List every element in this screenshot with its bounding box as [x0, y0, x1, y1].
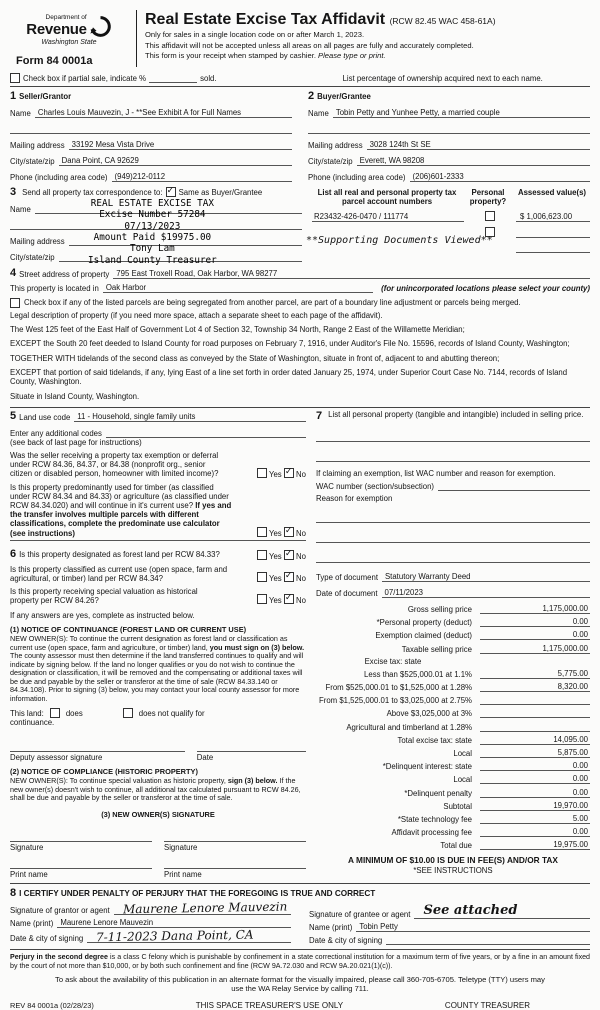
section1-title: Seller/Grantor — [19, 92, 72, 101]
reason-field-2[interactable] — [316, 532, 590, 543]
s6q3-yes-checkbox[interactable] — [257, 594, 267, 604]
s5q1-no-checkbox[interactable] — [284, 468, 294, 478]
excise-tax-state-header: Excise tax: state — [364, 656, 422, 666]
left-column — [10, 410, 306, 879]
header-rule — [10, 86, 590, 87]
grantor-date-label: Date & city of signing — [10, 933, 84, 943]
does-label: does — [65, 708, 83, 718]
does-not-label: does not qualify for — [138, 708, 205, 718]
personal-property-field-2[interactable] — [316, 451, 590, 462]
seller-phone-field[interactable]: (949)212-0112 — [112, 172, 292, 182]
grantor-signature-field[interactable] — [114, 899, 291, 917]
type-or-print-note: Please type or print. — [318, 51, 386, 61]
seller-name-field[interactable]: Charles Louis Mauvezin, J - **See Exhibit A for Full Names — [35, 108, 292, 118]
county-note: (for unincorporated locations please select your county) — [381, 284, 590, 293]
tax-label-processing-fee: Affidavit processing fee — [391, 828, 472, 838]
rev-number: REV 84 0001a (02/28/23) — [10, 1000, 94, 1010]
tax-value-exemption[interactable]: 0.00 — [480, 630, 590, 640]
notice-compliance-text-a: NEW OWNER(S): To continue special valuation as historic property, — [10, 776, 228, 786]
additional-codes-label: Enter any additional codes — [10, 429, 102, 439]
buyer-phone-label: Phone (including area code) — [308, 173, 406, 182]
s6q3-no-checkbox[interactable] — [284, 594, 294, 604]
segregated-note: Check box if any of the listed parcels are being segregated from another parcel, are part of a boundary line adjustment or parcels being merged. — [24, 298, 521, 307]
section5-number: 5 — [10, 410, 17, 423]
timber-question: Is this property predominantly used for timber (as classified under RCW 84.34 and 84.33) or agriculture (as classified under RCW 84.34.020) and will continue in it's current use? — [10, 482, 229, 510]
partial-sale-percent-field[interactable] — [149, 73, 197, 83]
additional-codes-field[interactable] — [106, 428, 306, 438]
tax-label-agricultural: Agricultural and timberland at 1.28% — [346, 722, 472, 732]
legal-paragraph-3: TOGETHER WITH tidelands of the second class as conveyed by the State of Washington, situate in front of, adjacent to and abutting thereon; — [10, 353, 500, 363]
s5q1-yes-label: Yes — [268, 469, 282, 479]
seller-name-label: Name — [10, 109, 31, 118]
grantor-handwritten-signature: Maurene Lenore Mauvezin — [122, 899, 288, 917]
same-as-buyer-label: Same as Buyer/Grantee — [178, 187, 263, 197]
tax-value-total-due[interactable]: 19,975.00 — [480, 840, 590, 850]
subtitle-line1: Only for sales in a single location code on or after March 1, 2023. — [145, 30, 365, 40]
buyer-address-field[interactable]: 3028 124th St SE — [367, 140, 590, 150]
deputy-date-label: Date — [196, 753, 214, 763]
personal-property-checkbox-1[interactable] — [485, 211, 495, 221]
section6-number: 6 — [10, 547, 17, 560]
reason-exemption-label: Reason for exemption — [316, 494, 393, 504]
tax-label-personal: *Personal property (deduct) — [376, 618, 472, 628]
form-title-rcw: (RCW 82.45 WAC 458-61A) — [389, 16, 496, 26]
grantee-print-field[interactable]: Tobin Petty — [356, 922, 590, 932]
tax-label-tech-fee: *State technology fee — [397, 814, 472, 824]
seller-address-label: Mailing address — [10, 141, 65, 150]
corr-address-label: Mailing address — [10, 237, 65, 246]
grantor-handwritten-date: 7-11-2023 Dana Point, CA — [96, 927, 254, 945]
print-name-label-2: Print name — [164, 869, 202, 879]
tax-value-personal[interactable]: 0.00 — [480, 617, 590, 627]
assessed-value-field[interactable]: $ 1,006,623.00 — [516, 212, 590, 222]
correspondence-label: Send all property tax correspondence to: — [22, 187, 163, 197]
tax-computation-table — [316, 604, 590, 850]
subtitle-line2: This affidavit will not be accepted unless all areas on all pages are fully and accurately completed. — [145, 40, 474, 50]
ownership-note: List percentage of ownership acquired next to each name. — [342, 74, 543, 83]
doc-date-field[interactable]: 07/11/2023 — [382, 588, 590, 598]
tax-label-local2: Local — [453, 775, 472, 785]
notice-continuance-text-b: The county assessor must then determine if the land transferred continues to qualify and will indicate by signing below. If the land no longer qualifies or you do not wish to continue the designation or classification, it will be removed and the compensating or additional taxes will be due and payable by the seller or transferor at the time of sale (RCW 84.33.140 or 84.34.108). Prior to signing (3) below, you may contact your local county assessor for more information. — [10, 651, 304, 703]
print-name-label-1: Print name — [10, 869, 48, 879]
s6q3-no-label: No — [296, 596, 306, 606]
current-use-question: Is this property classified as current use (open space, farm and agricultural, or timber) land per RCW 84.34? — [10, 564, 228, 583]
seller-phone-label: Phone (including area code) — [10, 173, 108, 182]
section2-number: 2 — [308, 90, 315, 102]
revenue-logo-block — [10, 10, 128, 67]
located-in-field[interactable]: Oak Harbor — [103, 283, 373, 293]
section8-number: 8 — [10, 886, 17, 899]
tax-label-gross: Gross selling price — [407, 605, 472, 615]
personal-property-field-1[interactable] — [316, 431, 590, 442]
new-owner-signature-field-1[interactable] — [10, 831, 152, 842]
tax-value-delinquent-interest[interactable]: 0.00 — [480, 761, 590, 771]
land-use-field[interactable]: 11 - Household, single family units — [74, 412, 306, 422]
tax-value-local[interactable]: 5,875.00 — [480, 748, 590, 758]
form-number: Form 84 0001a — [16, 55, 93, 67]
seller-city-label: City/state/zip — [10, 157, 55, 166]
s6q1-yes-label: Yes — [268, 551, 282, 561]
footer-row — [10, 1001, 590, 1010]
s6q2-yes-checkbox[interactable] — [257, 572, 267, 582]
wac-number-field[interactable] — [438, 481, 590, 491]
notice-compliance-title: (2) NOTICE OF COMPLIANCE (HISTORIC PROPERTY) — [10, 767, 198, 777]
tax-label-total-due: Total due — [440, 841, 472, 851]
tax-label-subtotal: Subtotal — [443, 801, 472, 811]
section1-number: 1 — [10, 90, 17, 102]
signature-label-1: Signature — [10, 842, 44, 852]
section-certify — [10, 883, 590, 945]
signature-label-2: Signature — [164, 842, 198, 852]
assessed-value-field-3[interactable] — [516, 243, 590, 253]
legal-paragraph-4: EXCEPT that portion of said tidelands, if any, lying East of a line set forth in order dated January 25, 1974, under Superior Court Case No. 7144, records of Island County, Washington. — [10, 368, 568, 387]
parcel-row-1 — [312, 211, 590, 222]
form-title: Real Estate Excise Tax Affidavit — [145, 11, 386, 28]
land-use-label: Land use code — [19, 413, 71, 423]
certify-heading: I CERTIFY UNDER PENALTY OF PERJURY THAT THE FOREGOING IS TRUE AND CORRECT — [19, 888, 376, 898]
exemption-deferral-question: Was the seller receiving a property tax exemption or deferral under RCW 84.36, 84.37, or 84.38 (nonprofit org., senior citizen or disabled person, homeowner with limited income)? — [10, 451, 219, 479]
partial-sale-sold-label: sold. — [200, 74, 217, 83]
washington-state-label: Washington State — [41, 39, 97, 46]
legal-description — [10, 325, 590, 401]
new-owner-print-field-2[interactable] — [164, 858, 306, 869]
this-land-label: This land: — [10, 708, 44, 718]
grantee-date-label: Date & city of signing — [309, 935, 383, 945]
tax-value-total-state[interactable]: 14,095.00 — [480, 735, 590, 745]
legal-paragraph-5: Situate in Island County, Washington. — [10, 391, 140, 401]
legal-description-label: Legal description of property (if you need more space, attach a separate sheet to each page of the affidavit). — [10, 311, 383, 320]
form-header — [10, 10, 590, 67]
new-owner-signature-field-2[interactable] — [164, 831, 306, 842]
tax-value-tech-fee[interactable]: 5.00 — [480, 814, 590, 824]
s5q2-no-label: No — [296, 528, 306, 538]
notice-compliance-text-b: If the new owner(s) doesn't wish to continue, all additional tax calculated pursuant to RCW 84.26, shall be due and payable by the seller or transferor at the time of sale. — [10, 776, 301, 803]
corr-city-label: City/state/zip — [10, 253, 55, 262]
see-back-note: (see back of last page for instructions) — [10, 438, 142, 448]
street-address-field[interactable]: 795 East Troxell Road, Oak Harbor, WA 98277 — [113, 269, 590, 279]
buyer-name-field[interactable]: Tobin Petty and Yunhee Petty, a married couple — [333, 108, 590, 118]
tax-value-bracket1[interactable]: 5,775.00 — [480, 669, 590, 679]
buyer-address-label: Mailing address — [308, 141, 363, 150]
parcel-table — [312, 188, 590, 262]
tax-value-gross[interactable]: 1,175,000.00 — [480, 604, 590, 614]
s6q2-no-checkbox[interactable] — [284, 572, 294, 582]
deputy-date-field[interactable] — [197, 741, 306, 752]
exemption-claim-note: If claiming an exemption, list WAC number and reason for exemption. — [316, 469, 556, 479]
buyer-city-field[interactable]: Everett, WA 98208 — [357, 156, 590, 166]
s5q2-yes-label: Yes — [268, 528, 282, 538]
reason-field-1[interactable] — [316, 512, 590, 523]
assessed-value-field-2[interactable] — [516, 228, 590, 238]
tax-value-subtotal[interactable]: 19,970.00 — [480, 801, 590, 811]
section-seller — [10, 90, 292, 182]
grantee-handwritten-signature: See attached — [423, 902, 518, 918]
grantor-date-field[interactable] — [87, 927, 291, 945]
revenue-swirl-icon — [89, 15, 112, 38]
treasurer-space-label: THIS SPACE TREASURER'S USE ONLY — [195, 1000, 344, 1010]
seller-city-field[interactable]: Dana Point, CA 92629 — [59, 156, 292, 166]
subtitle-line3: This form is your receipt when stamped by cashier. — [145, 51, 319, 61]
segregated-checkbox[interactable] — [10, 298, 20, 308]
right-column — [316, 410, 590, 879]
tax-label-taxable: Taxable selling price — [401, 644, 472, 654]
tty-note: To ask about the availability of this publication in an alternate format for the visually impaired, please call 360-705-6705. Teletype (TTY) users may use the WA Relay Service by calling 711. — [55, 974, 545, 993]
perjury-note — [10, 949, 590, 971]
corr-name-label: Name — [10, 205, 31, 214]
doc-type-field[interactable]: Statutory Warranty Deed — [382, 572, 590, 582]
partial-sale-label: Check box if partial sale, indicate % — [23, 74, 147, 83]
s6q1-no-checkbox[interactable] — [284, 550, 294, 560]
supporting-documents-stamp: **Supporting Documents Viewed** — [306, 235, 493, 246]
section-correspondence — [10, 186, 302, 266]
stamp-line-1: REAL ESTATE EXCISE TAX — [90, 198, 214, 209]
buyer-name-extra-field[interactable] — [308, 124, 590, 134]
notice-continuance-title: (1) NOTICE OF CONTINUANCE (FOREST LAND OR CURRENT USE) — [10, 625, 247, 635]
grantee-signature-block — [309, 901, 590, 945]
reason-field-3[interactable] — [316, 552, 590, 563]
section2-title: Buyer/Grantee — [317, 92, 371, 101]
revenue-wordmark: Revenue — [26, 21, 87, 38]
parcel-header-accounts: List all real and personal property tax parcel account numbers — [317, 188, 457, 206]
if-any-yes-note: If any answers are yes, complete as instructed below. — [10, 611, 195, 621]
seller-name-extra-field[interactable] — [10, 124, 292, 134]
treasurer-cashier-stamp — [88, 198, 217, 266]
tax-label-delinquent-penalty: *Delinquent penalty — [404, 788, 472, 798]
s5q1-no-label: No — [296, 469, 306, 479]
historical-property-question: Is this property receiving special valuation as historical property per RCW 84.26? — [10, 587, 198, 606]
stamp-line-4: Amount Paid $19975.00 — [93, 231, 212, 243]
county-treasurer-label: COUNTY TREASURER — [444, 1000, 530, 1010]
grantor-print-field[interactable]: Maurene Lenore Mauvezin — [57, 918, 291, 928]
deputy-assessor-label: Deputy assessor signature — [10, 753, 103, 763]
s5q1-yes-checkbox[interactable] — [257, 468, 267, 478]
tax-label-bracket1: Less than $525,000.01 at 1.1% — [364, 669, 472, 679]
section-property — [10, 267, 590, 401]
stamp-line-2: Excise Number 57284 — [99, 209, 206, 221]
tax-label-bracket3: From $1,525,000.01 to $3,025,000 at 2.75% — [318, 696, 472, 706]
tax-label-delinquent-interest: *Delinquent interest: state — [382, 762, 472, 772]
notice-continuance-bold: you must sign on (3) below. — [209, 642, 305, 652]
forest-land-question: Is this property designated as forest land per RCW 84.33? — [19, 549, 220, 559]
tax-label-local: Local — [453, 748, 472, 758]
timber-question-bold: If yes and the transfer involves multiple parcels with different classifications, complete the predominate use calculator (see instructions) — [10, 501, 232, 538]
stamp-line-3: 07/13/2023 — [124, 220, 181, 232]
s6q2-yes-label: Yes — [268, 574, 282, 584]
tax-value-taxable[interactable]: 1,175,000.00 — [480, 644, 590, 654]
tax-value-delinquent-penalty[interactable]: 0.00 — [480, 788, 590, 798]
section-buyer — [308, 90, 590, 182]
mid-rule — [10, 407, 590, 408]
tax-value-agricultural[interactable] — [480, 722, 590, 732]
legal-paragraph-1: The West 125 feet of the East Half of Government Lot 4 of Section 32, Township 34 North, Range 2 East of the Willamette Meridian; — [10, 325, 465, 334]
section3-number: 3 — [10, 186, 17, 198]
notice-continuance-text-a: NEW OWNER(S): To continue the current designation as forest land or classification as current use (open space, farm and agriculture, or timber) land, — [10, 634, 288, 652]
department-of-label: Department of — [45, 14, 87, 21]
grantor-sig-label: Signature of grantor or agent — [10, 905, 110, 915]
tax-value-processing-fee[interactable]: 0.00 — [480, 827, 590, 837]
tax-value-bracket3[interactable] — [480, 695, 590, 705]
legal-paragraph-2: EXCEPT the South 20 feet deeded to Island County for road purposes on February 7, 1916, under Auditor's File No. 15596, records of Island County, Washington; — [10, 339, 570, 349]
tax-label-total-state: Total excise tax: state — [397, 735, 472, 745]
parcel-number-field[interactable]: R23432-426-0470 / 111774 — [312, 212, 464, 222]
tax-label-bracket4: Above $3,025,000 at 3% — [386, 709, 472, 719]
s6q2-no-label: No — [296, 574, 306, 584]
continuance-label: continuance. — [10, 718, 55, 728]
buyer-name-label: Name — [308, 109, 329, 118]
wac-number-label: WAC number (section/subsection) — [316, 482, 435, 492]
grantee-signature-field[interactable] — [414, 903, 590, 919]
does-qualify-checkbox[interactable] — [50, 708, 60, 718]
buyer-phone-field[interactable]: (206)601-2333 — [410, 172, 590, 182]
new-owner-signature-title: (3) NEW OWNER(S) SIGNATURE — [101, 809, 215, 819]
grantee-sig-label: Signature of grantee or agent — [309, 909, 411, 919]
tax-value-local2[interactable]: 0.00 — [480, 774, 590, 784]
section7-number: 7 — [316, 410, 323, 423]
doc-date-label: Date of document — [316, 589, 378, 599]
tax-value-bracket4[interactable] — [480, 708, 590, 718]
located-in-label: This property is located in — [10, 284, 99, 293]
doc-type-label: Type of document — [316, 573, 378, 583]
header-divider — [136, 10, 137, 67]
perjury-bold: Perjury in the second degree — [10, 952, 108, 961]
notice-compliance-bold: sign (3) below. — [227, 776, 278, 786]
does-not-qualify-checkbox[interactable] — [123, 708, 133, 718]
grantor-signature-block — [10, 901, 291, 945]
tax-label-exemption: Exemption claimed (deduct) — [375, 631, 472, 641]
stamp-line-5: Tony Lam — [129, 243, 175, 255]
new-owner-print-field-1[interactable] — [10, 858, 152, 869]
parcel-header-assessed: Assessed value(s) — [517, 188, 587, 197]
s6q1-yes-checkbox[interactable] — [257, 550, 267, 560]
s6q3-yes-label: Yes — [268, 596, 282, 606]
grantee-date-field[interactable] — [386, 935, 590, 945]
deputy-assessor-signature-field[interactable] — [10, 741, 185, 752]
buyer-city-label: City/state/zip — [308, 157, 353, 166]
street-address-label: Street address of property — [19, 270, 110, 279]
stamp-line-6: Island County Treasurer — [88, 254, 217, 266]
minimum-due-note: A MINIMUM OF $10.00 IS DUE IN FEE(S) AND/OR TAX — [348, 855, 558, 866]
parcel-header-personal: Personal property? — [469, 188, 507, 206]
tax-label-bracket2: From $525,000.01 to $1,525,000 at 1.28% — [325, 683, 472, 692]
tax-value-bracket2[interactable]: 8,320.00 — [480, 682, 590, 692]
grantee-print-label: Name (print) — [309, 922, 353, 932]
section4-number: 4 — [10, 267, 17, 279]
see-instructions-note: *SEE INSTRUCTIONS — [413, 866, 493, 876]
perjury-rest: is a class C felony which is punishable by confinement in a state correctional institution for a maximum term of five years, or by a fine in an amount fixed by the court of not more than $10,000, or by both such confinement and fine (RCW 9A.72.030 and RCW 9A.20.021(1)(c)). — [10, 952, 591, 970]
partial-sale-checkbox[interactable] — [10, 73, 20, 83]
s6q1-no-label: No — [296, 551, 306, 561]
grantor-print-label: Name (print) — [10, 918, 54, 928]
s5q2-no-checkbox[interactable] — [284, 527, 294, 537]
s5q2-yes-checkbox[interactable] — [257, 527, 267, 537]
same-as-buyer-checkbox[interactable] — [166, 187, 176, 197]
seller-address-field[interactable]: 33192 Mesa Vista Drive — [69, 140, 292, 150]
personal-property-list-label: List all personal property (tangible and intangible) included in selling price. — [328, 410, 584, 420]
